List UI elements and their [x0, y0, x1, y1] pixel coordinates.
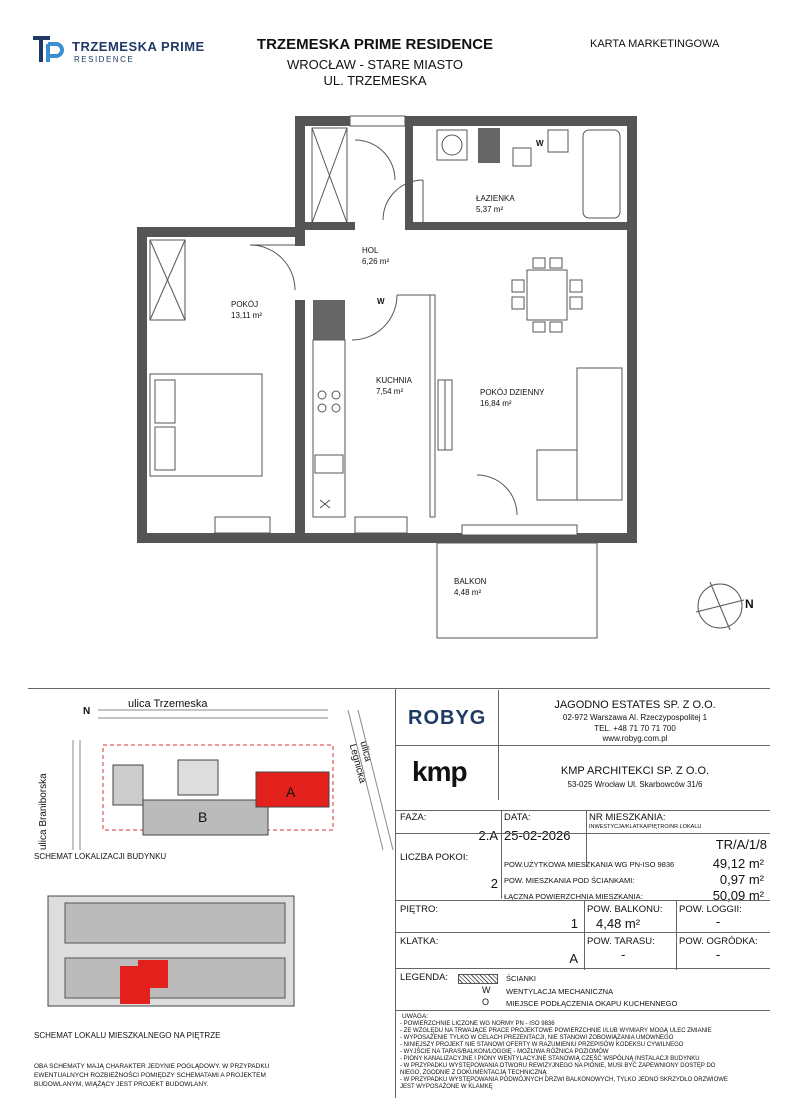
site-caption: SCHEMAT LOKALIZACJI BUDYNKU [34, 852, 167, 861]
bottom-divider [28, 688, 770, 689]
sep [584, 900, 585, 970]
nr-value: TR/A/1/8 [715, 837, 767, 852]
room-hol-area: 6,26 m² [362, 257, 390, 266]
uwaga-item: - NINIEJSZY PROJEKT NIE STANOWI OFERTY W RAZUMIENIU PRZEPISÓW KODEKSU CYWILNEGO [400, 1042, 684, 1048]
street-trzemeska: ulica Trzemeska [128, 698, 208, 710]
room-pokoj: POKÓJ [231, 300, 259, 309]
site-disclaimer: OBA SCHEMATY MAJĄ CHARAKTER JEDYNIE POGLĄDOWY. W PRZYPADKU EWENTUALNYCH ROZBIEŻNOŚCI POMIĘDZY SCHEMATAMI A PROJEKTEM BUDOWLANYM, WIĄŻĄCY JEST PROJEKT BUDOWLANY. [34, 1063, 270, 1088]
architect-addr: 53-025 Wrocław Ul. Skarbowców 31/6 [567, 780, 703, 789]
uwagi-list [400, 1021, 730, 1091]
room-hol: HOL [362, 246, 379, 255]
pow-sc-value: 0,97 m² [719, 872, 764, 887]
uwaga-item: - W PRZYPADKU WYSTĘPOWANIA PODWÓJNYCH DRZWI BALKONOWYCH, TYLKO JEDNO SKRZYDŁO DRZWIOWE JEST WYPOSAŻONE W KLAMKĘ [400, 1077, 728, 1090]
site-compass-north: N [83, 706, 91, 717]
room-pokoj-dzienny: POKÓJ DZIENNY [480, 388, 545, 397]
city: WROCŁAW - STARE MIASTO [287, 57, 463, 72]
taras-label: POW. TARASU: [587, 936, 655, 947]
street-legnicka: ulica Legnicka [346, 740, 374, 785]
leg-o: MIEJSCE PODŁĄCZENIA OKAPU KUCHENNEGO [506, 999, 678, 1008]
site-drawing [28, 690, 395, 860]
sep [396, 833, 770, 834]
data-value: 25-02-2026 [504, 828, 571, 843]
uwaga-item: - PIONY KANALIZACYJNE I PIONY WENTYLACYJNE STANOWIĄ CZĘŚĆ WSPÓLNĄ INSTALACJI BUDYNKU [400, 1056, 700, 1062]
vent-mark-2: W [377, 297, 385, 306]
balkon-label: POW. BALKONU: [587, 904, 663, 915]
loggia-value: - [716, 914, 721, 929]
pietro-label: PIĘTRO: [400, 904, 439, 915]
building-a: A [286, 784, 296, 800]
faza-value: 2.A [478, 828, 498, 843]
uwaga-item: - W PRZYPADKU WYSTĘPOWANIA OTWORU REWIZYJNEGO NA PIONIE, MUSI BYĆ ZAPEWNIONY DOSTĘP DO NIEGO, ZGODNIE Z DOKUMENTACJĄ TECHNICZNĄ [400, 1063, 716, 1076]
kmp-logo: kmp [412, 756, 467, 787]
logo-name: TRZEMESKA PRIME [72, 39, 205, 54]
room-pokoj-dzienny-area: 16,84 m² [480, 399, 512, 408]
developer-box [396, 690, 770, 746]
pow-uz-label: POW.UŻYTKOWA MIESZKANIA WG PN-ISO 9836 [504, 860, 675, 869]
room-pokoj-area: 13,11 m² [231, 311, 262, 320]
uwaga-item: - WYJŚCIE NA TARAS/BALKON/LOGGIĘ - MOŻLIWA RÓŻNICA POZIOMÓW [400, 1049, 609, 1055]
developer-addr: 02-972 Warszawa Al. Rzeczypospolitej 1 [562, 713, 708, 722]
building-b: B [198, 809, 208, 825]
street-braniborska: ulica Braniborska [38, 773, 49, 850]
pow-uz-value: 49,12 m² [712, 856, 764, 871]
floor-schema [40, 888, 300, 1013]
floor-caption: SCHEMAT LOKALU MIESZKALNEGO NA PIĘTRZE [34, 1031, 221, 1040]
robyg-logo: ROBYG [408, 707, 487, 729]
north-mark: N [745, 597, 754, 611]
sep [501, 833, 502, 899]
leg-o-sym: O [482, 997, 490, 1007]
uwaga-item: - WYPOSAŻENIE TYLKO W CELACH PREZENTACJI, NIE STANOWI ZOBOWIĄZANIA UMOWNEGO [400, 1035, 674, 1041]
pietro-value: 1 [570, 916, 578, 931]
sep [676, 900, 677, 970]
legenda-label: LEGENDA: [400, 972, 449, 983]
ogrodek-value: - [716, 947, 721, 962]
developer-tel: TEL. +48 71 70 71 700 [594, 724, 676, 733]
sep [396, 932, 770, 933]
leg-w-sym: W [482, 985, 491, 995]
card-type: KARTA MARKETINGOWA [590, 38, 720, 50]
vent-mark-1: W [536, 139, 544, 148]
hatch-swatch [458, 974, 498, 984]
room-balkon-area: 4,48 m² [454, 588, 482, 597]
data-label: DATA: [504, 812, 531, 823]
klatka-value: A [569, 951, 578, 966]
sep [396, 1010, 770, 1011]
street: UL. TRZEMESKA [323, 73, 427, 88]
room-kuchnia: KUCHNIA [376, 376, 413, 385]
architect-box [396, 746, 770, 811]
page-title: TRZEMESKA PRIME RESIDENCE [256, 36, 494, 53]
room-lazienka-area: 5,37 m² [476, 205, 504, 214]
pow-lacz-value: 50,09 m² [712, 888, 764, 903]
uwaga-item: - POWIERZCHNIE LICZONE WG NORMY PN - ISO 9836 [400, 1021, 555, 1027]
taras-value: - [621, 947, 626, 962]
sep [396, 968, 770, 969]
pokoi-label: LICZBA POKOI: [400, 852, 469, 863]
room-kuchnia-area: 7,54 m² [376, 387, 404, 396]
uwaga-item: - ZE WZGLĘDU NA TRWAJĄCE PRACE PROJEKTOWE POWIERZCHNIE I/LUB WYMIARY MOGĄ ULEC ZMIANIE [400, 1028, 712, 1034]
room-lazienka: ŁAZIENKA [476, 194, 515, 203]
architect-name: KMP ARCHITEKCI SP. Z O.O. [560, 765, 710, 777]
klatka-label: KLATKA: [400, 936, 439, 947]
pokoi-value: 2 [490, 876, 498, 891]
nr-sub: INWESTYCJA/KLATKA/PIĘTRO/NR LOKALU [589, 824, 702, 830]
loggia-label: POW. LOGGII: [679, 904, 742, 915]
pow-lacz-label: ŁĄCZNA POWIERZCHNIA MIESZKANIA: [504, 892, 643, 901]
ogrodek-label: POW. OGRÓDKA: [679, 936, 758, 947]
developer-www: www.robyg.com.pl [602, 734, 668, 743]
info-table [396, 810, 770, 1098]
pow-sc-label: POW. MIESZKANIA POD ŚCIANKAMI: [504, 876, 635, 885]
balkon-value: 4,48 m² [596, 916, 641, 931]
developer-name: JAGODNO ESTATES SP. Z O.O. [554, 699, 716, 711]
faza-label: FAZA: [400, 812, 427, 823]
leg-sciana: ŚCIANKI [506, 974, 537, 983]
sep [586, 810, 587, 866]
leg-w: WENTYLACJA MECHANICZNA [506, 987, 614, 996]
room-balkon: BALKON [454, 577, 487, 586]
site-plan [28, 690, 395, 860]
uwaga-label: UWAGA: [402, 1013, 429, 1020]
nr-label: NR MIESZKANIA: [589, 812, 666, 823]
logo-sub: RESIDENCE [74, 55, 135, 64]
sep [396, 900, 770, 901]
